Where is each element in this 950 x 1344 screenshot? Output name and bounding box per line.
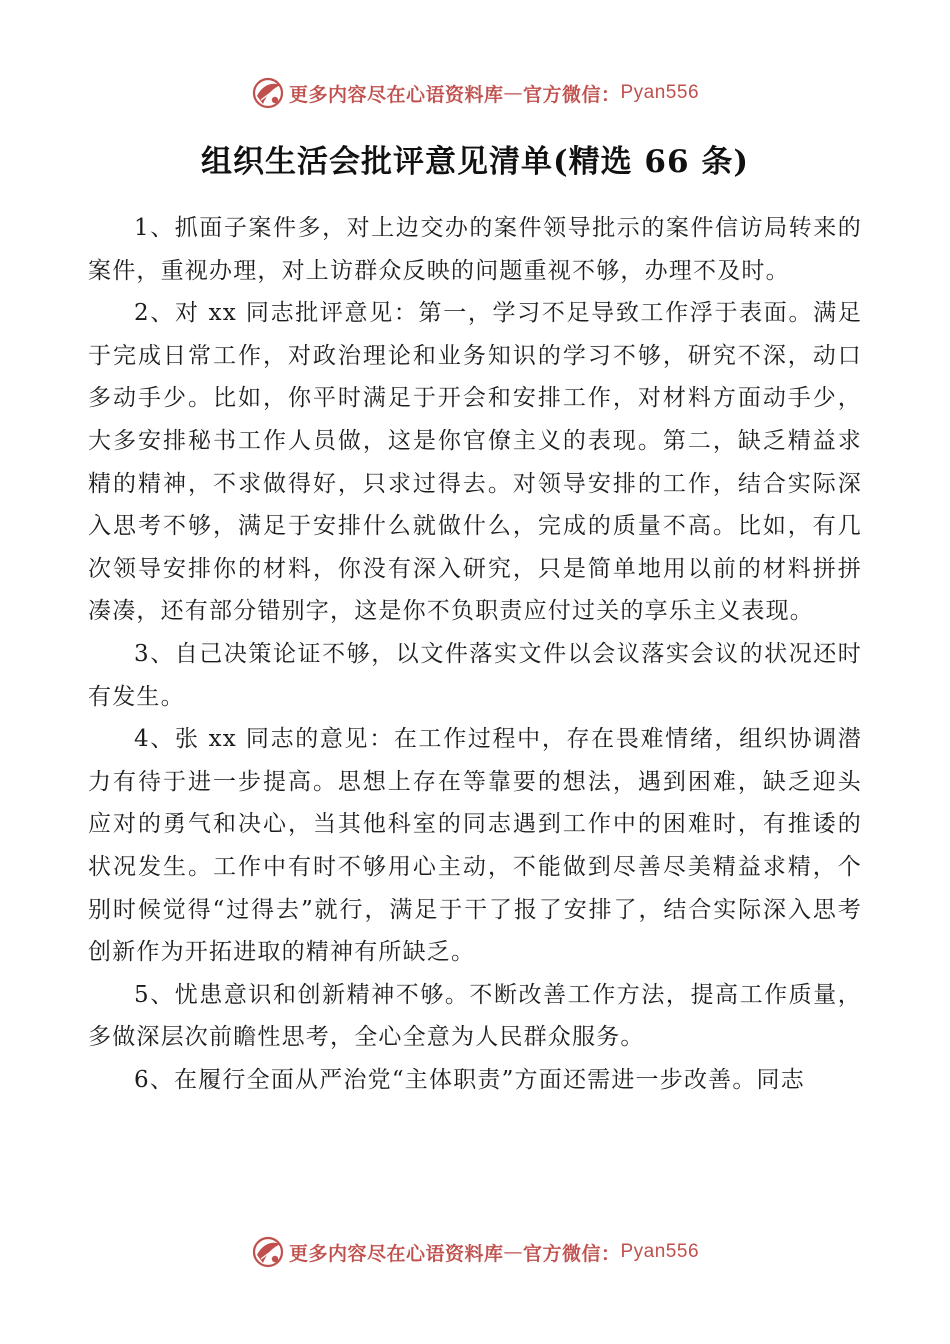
paragraph-4: 4、张 xx 同志的意见：在工作过程中，存在畏难情绪，组织协调潜力有待于进一步提高。思想上存在等靠要的想法，遇到困难，缺乏迎头应对的勇气和决心，当其他科室的同志遇到工作中的困难时，有推诿的状况发生。工作中有时不够用心主动，不能做到尽善尽美精益求精，个别时候觉得“过得去”就行，满足于干了报了安排了，结合实际深入思考创新作为开拓进取的精神有所缺乏。 <box>88 726 862 966</box>
banner-wechat-id: Pyan556 <box>620 82 700 103</box>
library-logo-icon <box>251 76 285 110</box>
banner-separator: — <box>503 82 523 104</box>
banner-brand-text: 更多内容尽在心语资料库 <box>288 1242 504 1265</box>
banner-wechat-label: 官方微信： <box>522 83 621 106</box>
banner-brand-text: 更多内容尽在心语资料库 <box>288 83 504 106</box>
library-logo-icon <box>251 1235 285 1269</box>
footer-banner <box>0 1232 950 1272</box>
document-body <box>88 207 862 1101</box>
banner-separator: — <box>503 1241 523 1263</box>
paragraph-2: 2、对 xx 同志批评意见：第一，学习不足导致工作浮于表面。满足于完成日常工作，对政治理论和业务知识的学习不够，研究不深，动口多动手少。比如，你平时满足于开会和安排工作，对材料方面动手少，大多安排秘书工作人员做，这是你官僚主义的表现。第二，缺乏精益求精的精神，不求做得好，只求过得去。对领导安排的工作，结合实际深入思考不够，满足于安排什么就做什么，完成的质量不高。比如，有几次领导安排你的材料，你没有深入研究，只是简单地用以前的材料拼拼凑凑，还有部分错别字，这是你不负职责应付过关的享乐主义表现。 <box>88 300 862 625</box>
paragraph-5: 5、忧患意识和创新精神不够。不断改善工作方法，提高工作质量，多做深层次前瞻性思考，全心全意为人民群众服务。 <box>88 981 862 1051</box>
paragraph-3: 3、自己决策论证不够，以文件落实文件以会议落实会议的状况还时有发生。 <box>88 640 862 710</box>
paragraph-1: 1、抓面子案件多，对上边交办的案件领导批示的案件信访局转来的案件，重视办理，对上访群众反映的问题重视不够，办理不及时。 <box>88 215 862 284</box>
banner-wechat-label: 官方微信： <box>522 1242 621 1265</box>
header-banner <box>0 73 950 113</box>
page-title: 组织生活会批评意见清单(精选 66 条) <box>200 144 750 180</box>
banner-wechat-id: Pyan556 <box>620 1241 700 1262</box>
paragraph-6: 6、在履行全面从严治党“主体职责”方面还需进一步改善。同志 <box>134 1066 805 1093</box>
